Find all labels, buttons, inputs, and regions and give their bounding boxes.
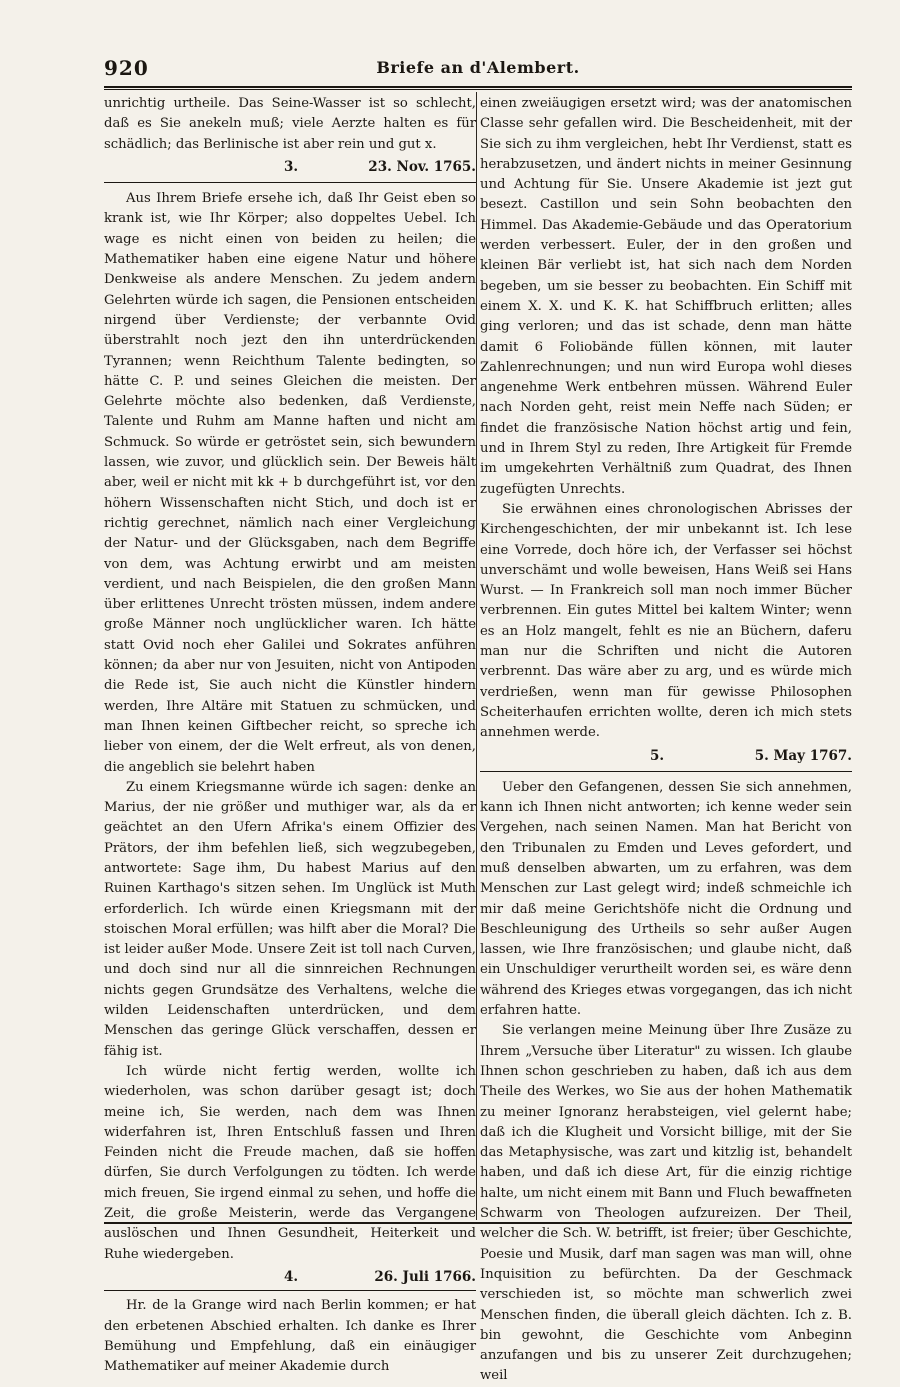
letter-3-paragraph: Zu einem Kriegsmanne würde ich sagen: denke an Marius, der nie größer und muthiger war, als da er geächtet an den Ufern Afrika's einem Offizier des Prätors, der ihm befehlen ließ, sich wegzubegeben, antwortete: Sage ihm, Du habest Marius auf den Ruinen Karthago's sitzen sehen. Im Unglück ist Muth erforderlich. Ich würde einen Kriegsmann mit der stoischen Moral erfüllen; was hilft aber die Moral? Die ist leider außer Mode. Unsere Zeit ist toll nach Curven, und doch sind nur all die sinnreichen Rechnungen nichts gegen Grundsätze des Verhaltens, welche die wilden Leidenschaften unterdrücken, und dem Menschen das geringe Glück verschaffen, dessen er fähig ist. [104,779,476,1059]
paragraph: Sie erwähnen eines chronologischen Abrisses der Kirchengeschichten, der mir unbekannt ist. Ich lese eine Vorrede, doch höre ich, der Verfasser sei höchst unverschämt und wolle beweisen, Hans Weiß sei Hans Wurst. — In Frankreich soll man noch immer Bücher verbrennen. Ein gutes Mittel bei kaltem Winter; wenn es an Holz mangelt, fehlt es nie an Büchern, daferu man nur die Schriften und nicht die Autoren verbrennt. Das wäre aber zu arg, und es würde mich verdrießen, wenn man für gewisse Philosophen Scheiterhaufen errichten wollte, deren ich mich stets annehmen werde. [480,501,852,741]
continuation-paragraph: einen zweiäugigen ersetzt wird; was der anatomischen Classe sehr gefallen wird. Die Bescheidenheit, mit der Sie sich zu ihm vergleichen, hebt Ihr Verdienst, statt es herabzusetzen, und ändert nichts in meiner Gesinnung und Achtung für Sie. Unsere Akademie ist jezt gut besezt. Castillon und sein Sohn beobachten den Himmel. Das Akademie-Gebäude und das Operatorium werden verbessert. Euler, der in den großen und kleinen Bär verliebt ist, hat sich nach dem Norden begeben, um sie besser zu beobachten. Ein Schiff mit einem X. X. und K. K. hat Schiffbruch erlitten; alles ging verloren; und das ist schade, denn man hätte damit 6 Foliobände füllen können, mit lauter Zahlenrechnungen; und nun wird Europa wohl dieses angenehme Werk entbehren müssen. Während Euler nach Norden geht, reist mein Neffe nach Süden; er findet die französische Nation höchst artig und fein, und in Ihrem Styl zu reden, Ihre Artigkeit für Fremde im umgekehrten Verhältniß zum Quadrat, des Ihnen zugefügten Unrechts. [480,96,852,497]
letter-5-rule [480,771,852,772]
letter-3-number: 3. [284,158,299,175]
bottom-rule [104,1222,852,1224]
header-rule [104,86,852,90]
letter-5-paragraph: Sie verlangen meine Meinung über Ihre Zusäze zu Ihrem „Versuche über Literatur" zu wissen. Ich glaube Ihnen schon geschrieben zu haben, daß ich aus dem Theile des Werkes, wo Sie aus der hohen Mathematik zu meiner Ignoranz herabsteigen, viel gelernt habe; daß ich die Klugheit und Vorsicht billige, mit der Sie das Metaphysische, was zart und kitzlig ist, behandelt haben, und daß ich diese Art, für die einzig richtige halte, um nicht einem mit Bann und Fluch bewaffneten Schwarm von Theologen aufzureizen. Der Theil, welcher die Sch. W. betrifft, ist freier; über Geschichte, Poesie und Musik, darf man sagen was man will, ohne Inquisition zu befürchten. Da der Geschmack verschieden ist, so möchte man schwerlich zwei Menschen finden, die überall gleich dächten. Ich z. B. bin gewohnt, die Geschichte vom Anbeginn anzufangen und bis zu unserer Zeit durchzugehen; weil [480,1023,852,1384]
letter-4-heading [104,1265,476,1291]
letter-5-number: 5. [650,747,665,764]
letter-5-date: 5. May 1767. [754,747,852,764]
opening-paragraph: unrichtig urtheile. Das Seine-Wasser ist so schlecht, daß es Sie anekeln muß; viele Aerzte halten es für schädlich; das Berlinische ist aber rein und gut x. [104,96,476,152]
letter-3-paragraph: Aus Ihrem Briefe ersehe ich, daß Ihr Geist eben so krank ist, wie Ihr Körper; also doppeltes Uebel. Ich wage es nicht einen von beiden zu heilen; die Mathematiker haben eine eigene Natur und höhere Denkweise als andere Menschen. Zu jedem andern Gelehrten würde ich sagen, die Pensionen entscheiden nirgend über Verdienste; der verbannte Ovid überstrahlt noch jezt den ihn unterdrückenden Tyrannen; wenn Reichthum Talente bedingten, so hätte C. P. und seines Gleichen die meisten. Der Gelehrte möchte also bedenken, daß Verdienste, Talente und Ruhm am Manne haften und nicht am Schmuck. So würde er getröstet sein, sich bewundern lassen, wie zuvor, und glücklich sein. Der Beweis hält aber, weil er nicht mit kk + b durchgeführt ist, vor den höhern Wissenschaften nicht Stich, und doch ist er richtig gerechnet, nämlich nach einer Vergleichung der Natur- und der Glücksgaben, nach dem Begriffe von dem, was Achtung erwirbt und am meisten verdient, und nach Beispielen, die den großen Mann über erlittenes Unrecht trösten müssen, indem andere große Männer noch unglücklicher waren. Ich hätte statt Ovid noch eher Galilei und Sokrates anführen können; da aber nur von Jesuiten, nicht von Antipoden die Rede ist, Sie auch nicht die Künstler hindern werden, Ihre Altäre mit Statuen zu schmücken, und man Ihnen keinen Giftbecher reicht, so spreche ich lieber von einem, der die Welt erfreut, als von denen, die angeblich sie belehrt haben [104,191,476,775]
letter-3-paragraph: Ich würde nicht fertig werden, wollte ich wiederholen, was schon darüber gesagt ist; doch meine ich, Sie werden, nach dem was Ihnen widerfahren ist, Ihren Entschluß fassen und Ihren Feinden nicht die Freude machen, daß sie hoffen dürfen, Sie durch Verfolgungen zu tödten. Ich werde mich freuen, Sie irgend einmal zu sehen, und hoffe die Zeit, die große Meisterin, werde das Vergangene auslöschen und Ihnen Gesundheit, Heiterkeit und Ruhe wiedergeben. [104,1063,476,1262]
page-header [104,56,852,82]
letter-4-date: 26. Juli 1766. [374,1268,476,1285]
column-divider [476,92,477,1220]
letter-5-paragraph: Ueber den Gefangenen, dessen Sie sich annehmen, kann ich Ihnen nicht antworten; ich kenne weder sein Vergehen, nach seinen Namen. Man hat Bericht von den Tribunalen zu Emden und Leves gefordert, und muß denselben abwarten, um zu erfahren, was dem Menschen zur Last gelegt wird; indeß schmeichle ich mir daß meine Gerichtshöfe nicht die Ordnung und Beschleunigung des Urtheils so sehr außer Augen lassen, wie Ihre französischen; und glaube nicht, daß ein Unschuldiger verurtheilt worden sei, es wäre denn während des Krieges etwas vorgegangen, das ich nicht erfahren hatte. [480,779,852,1019]
letter-3-rule [104,182,476,183]
right-column [480,94,852,1387]
page-number: 920 [104,56,149,80]
running-head: Briefe an d'Alembert. [376,58,580,77]
letter-3-heading [104,155,476,180]
letter-4-paragraph: Hr. de la Grange wird nach Berlin kommen; er hat den erbetenen Abschied erhalten. Ich danke es Ihrer Bemühung und Empfehlung, daß ein einäugiger Mathematiker auf meiner Akademie durch [104,1298,476,1375]
letter-3-date: 23. Nov. 1765. [368,158,476,175]
left-column [104,94,476,1377]
letter-5-heading [480,744,852,769]
letter-4-number: 4. [284,1268,299,1285]
